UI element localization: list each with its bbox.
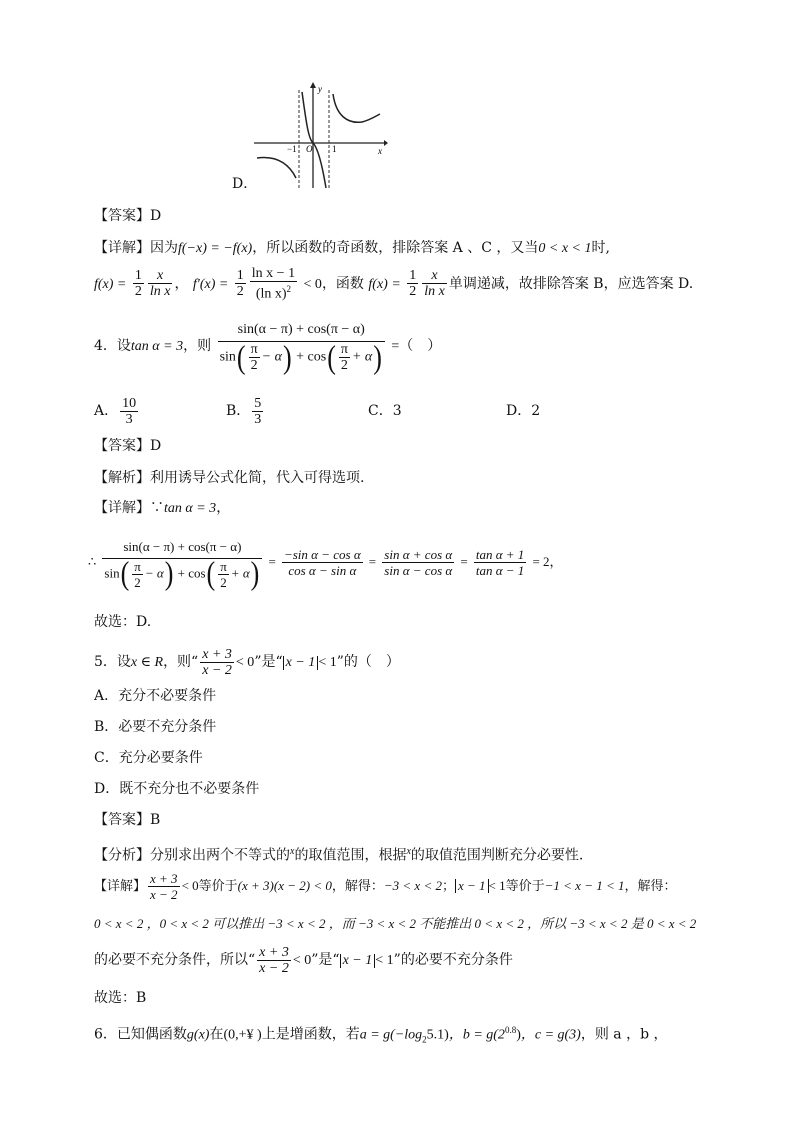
q5-detail-line2: 0 < x < 2 ，0 < x < 2 可以推出 −3 < x < 2 ，而 −3 < x < 2 不能推出 0 < x < 2 ，所以 −3 < x < 2 是 0 < x < 2 (94, 916, 697, 931)
q4-options (94, 394, 540, 428)
q4-answer-line: 【答案】D (94, 438, 162, 454)
curve-right (333, 94, 380, 122)
q5-option-a: A．充分不必要条件 (94, 688, 217, 704)
q5-answer-line: 【答案】B (94, 812, 161, 828)
q4-detail-line: 【详解】∵tan α = 3， (94, 500, 231, 516)
q3-detail-line1: 【详解】因为f(−x) = −f(x)，所以函数的奇函数，排除答案 A 、C ，又当0 < x < 1时, (94, 240, 610, 256)
origin-label: O (306, 144, 313, 154)
q6-stem: 6．已知偶函数g(x)在(0,+¥ )上是增函数，若$a = g(-\log_25.1)$，$b = g(2^{0.8})$，c = g(3)，则 a ，b ， (94, 1025, 668, 1045)
x-label: x (378, 146, 382, 156)
q5-detail-line3: 的必要不充分条件，所以“ $\frac{x + 3}{x - 2}$ < 0”是“ x − 1 < 1”的必要不充分条件 (94, 944, 513, 976)
q4-stem: 4．设tan α = 3，则 sin(α − π) + cos(π − α) sin( $\frac{\pi}{2}$ − α) + cos( $\frac{\pi}{2}$ + α) =（ ） (94, 318, 441, 375)
answer-tag: 【答案】 (94, 208, 150, 224)
answer-value: D (150, 208, 162, 224)
y-arrow (310, 82, 316, 88)
q4-option-b: B． $\frac{5}{3}$ (226, 395, 262, 427)
q5-stem: 5．设x ∈ R，则“ $\frac{x + 3}{x - 2}$ < 0”是“ x − 1 < 1”的（ ） (94, 646, 400, 678)
tick-1: 1 (332, 144, 337, 154)
q4-option-c: C．3 (368, 403, 402, 419)
q4-option-a: A． $\frac{10}{3}$ (94, 395, 137, 427)
x-arrow (384, 140, 388, 146)
y-label: y (318, 84, 322, 94)
q4-conclusion: 故选：D. (94, 614, 152, 630)
q4-option-d: D．2 (506, 403, 541, 419)
curve-middle (302, 92, 326, 188)
q4-chain: ∴ sin(α − π) + cos(π − α) sin( $\frac{\pi}{2}$ − α) + cos( $\frac{\pi}{2}$ + α) = $\frac{\text{−sin α − cos α}}{\text{cos α − sin α}}$ = $\frac{\text{sin α + cos α}}{\text{sin α − cos α}}$ = $\frac{\text{tan α + 1}}{\text{tan α − 1}}$ = 2， (88, 532, 563, 593)
q3-detail-line2: f(x) = $\frac{1}{2}$ $\frac{x}{\text{ln x}}$ ， f′(x) = $\frac{1}{2}$ $\frac{\text{ln x − 1}}{(\ln x)^2}$ < 0，函数 f(x) = $\frac{1}{2}$ $\frac{x}{\text{ln x}}$ 单调递减，故排除答案 B，应选答案 D. (94, 266, 694, 302)
tick-neg1: −1 (287, 144, 297, 154)
q5-analysis-line: 【分析】分别求出两个不等式的$^x$的取值范围，根据$^x$的取值范围判断充分必要性. (94, 846, 584, 864)
q5-option-b: B．必要不充分条件 (94, 719, 217, 735)
option-d-label: D． (232, 176, 258, 192)
q4-analysis-line: 【解析】利用诱导公式化简，代入可得选项. (94, 470, 365, 486)
q5-option-d: D．既不充分也不必要条件 (94, 781, 260, 797)
q5-conclusion: 故选：B (94, 990, 147, 1006)
q5-option-c: C．充分必要条件 (94, 750, 203, 766)
q5-detail-line1: 【详解】 $\frac{x + 3}{x - 2}$ < 0等价于(x + 3)(x − 2) < 0，解得：−3 < x < 2； x − 1 < 1等价于−1 < x − 1 < 1，解得： (94, 871, 677, 902)
function-graph (252, 80, 388, 192)
q4-big-fraction: sin(α − π) + cos(π − α) sin( $\frac{\pi}{2}$ − α) + cos( $\frac{\pi}{2}$ + α) (218, 319, 385, 373)
detail-tag: 【详解】 (94, 240, 150, 256)
q3-answer-line (94, 206, 161, 226)
curve-left (257, 158, 296, 178)
